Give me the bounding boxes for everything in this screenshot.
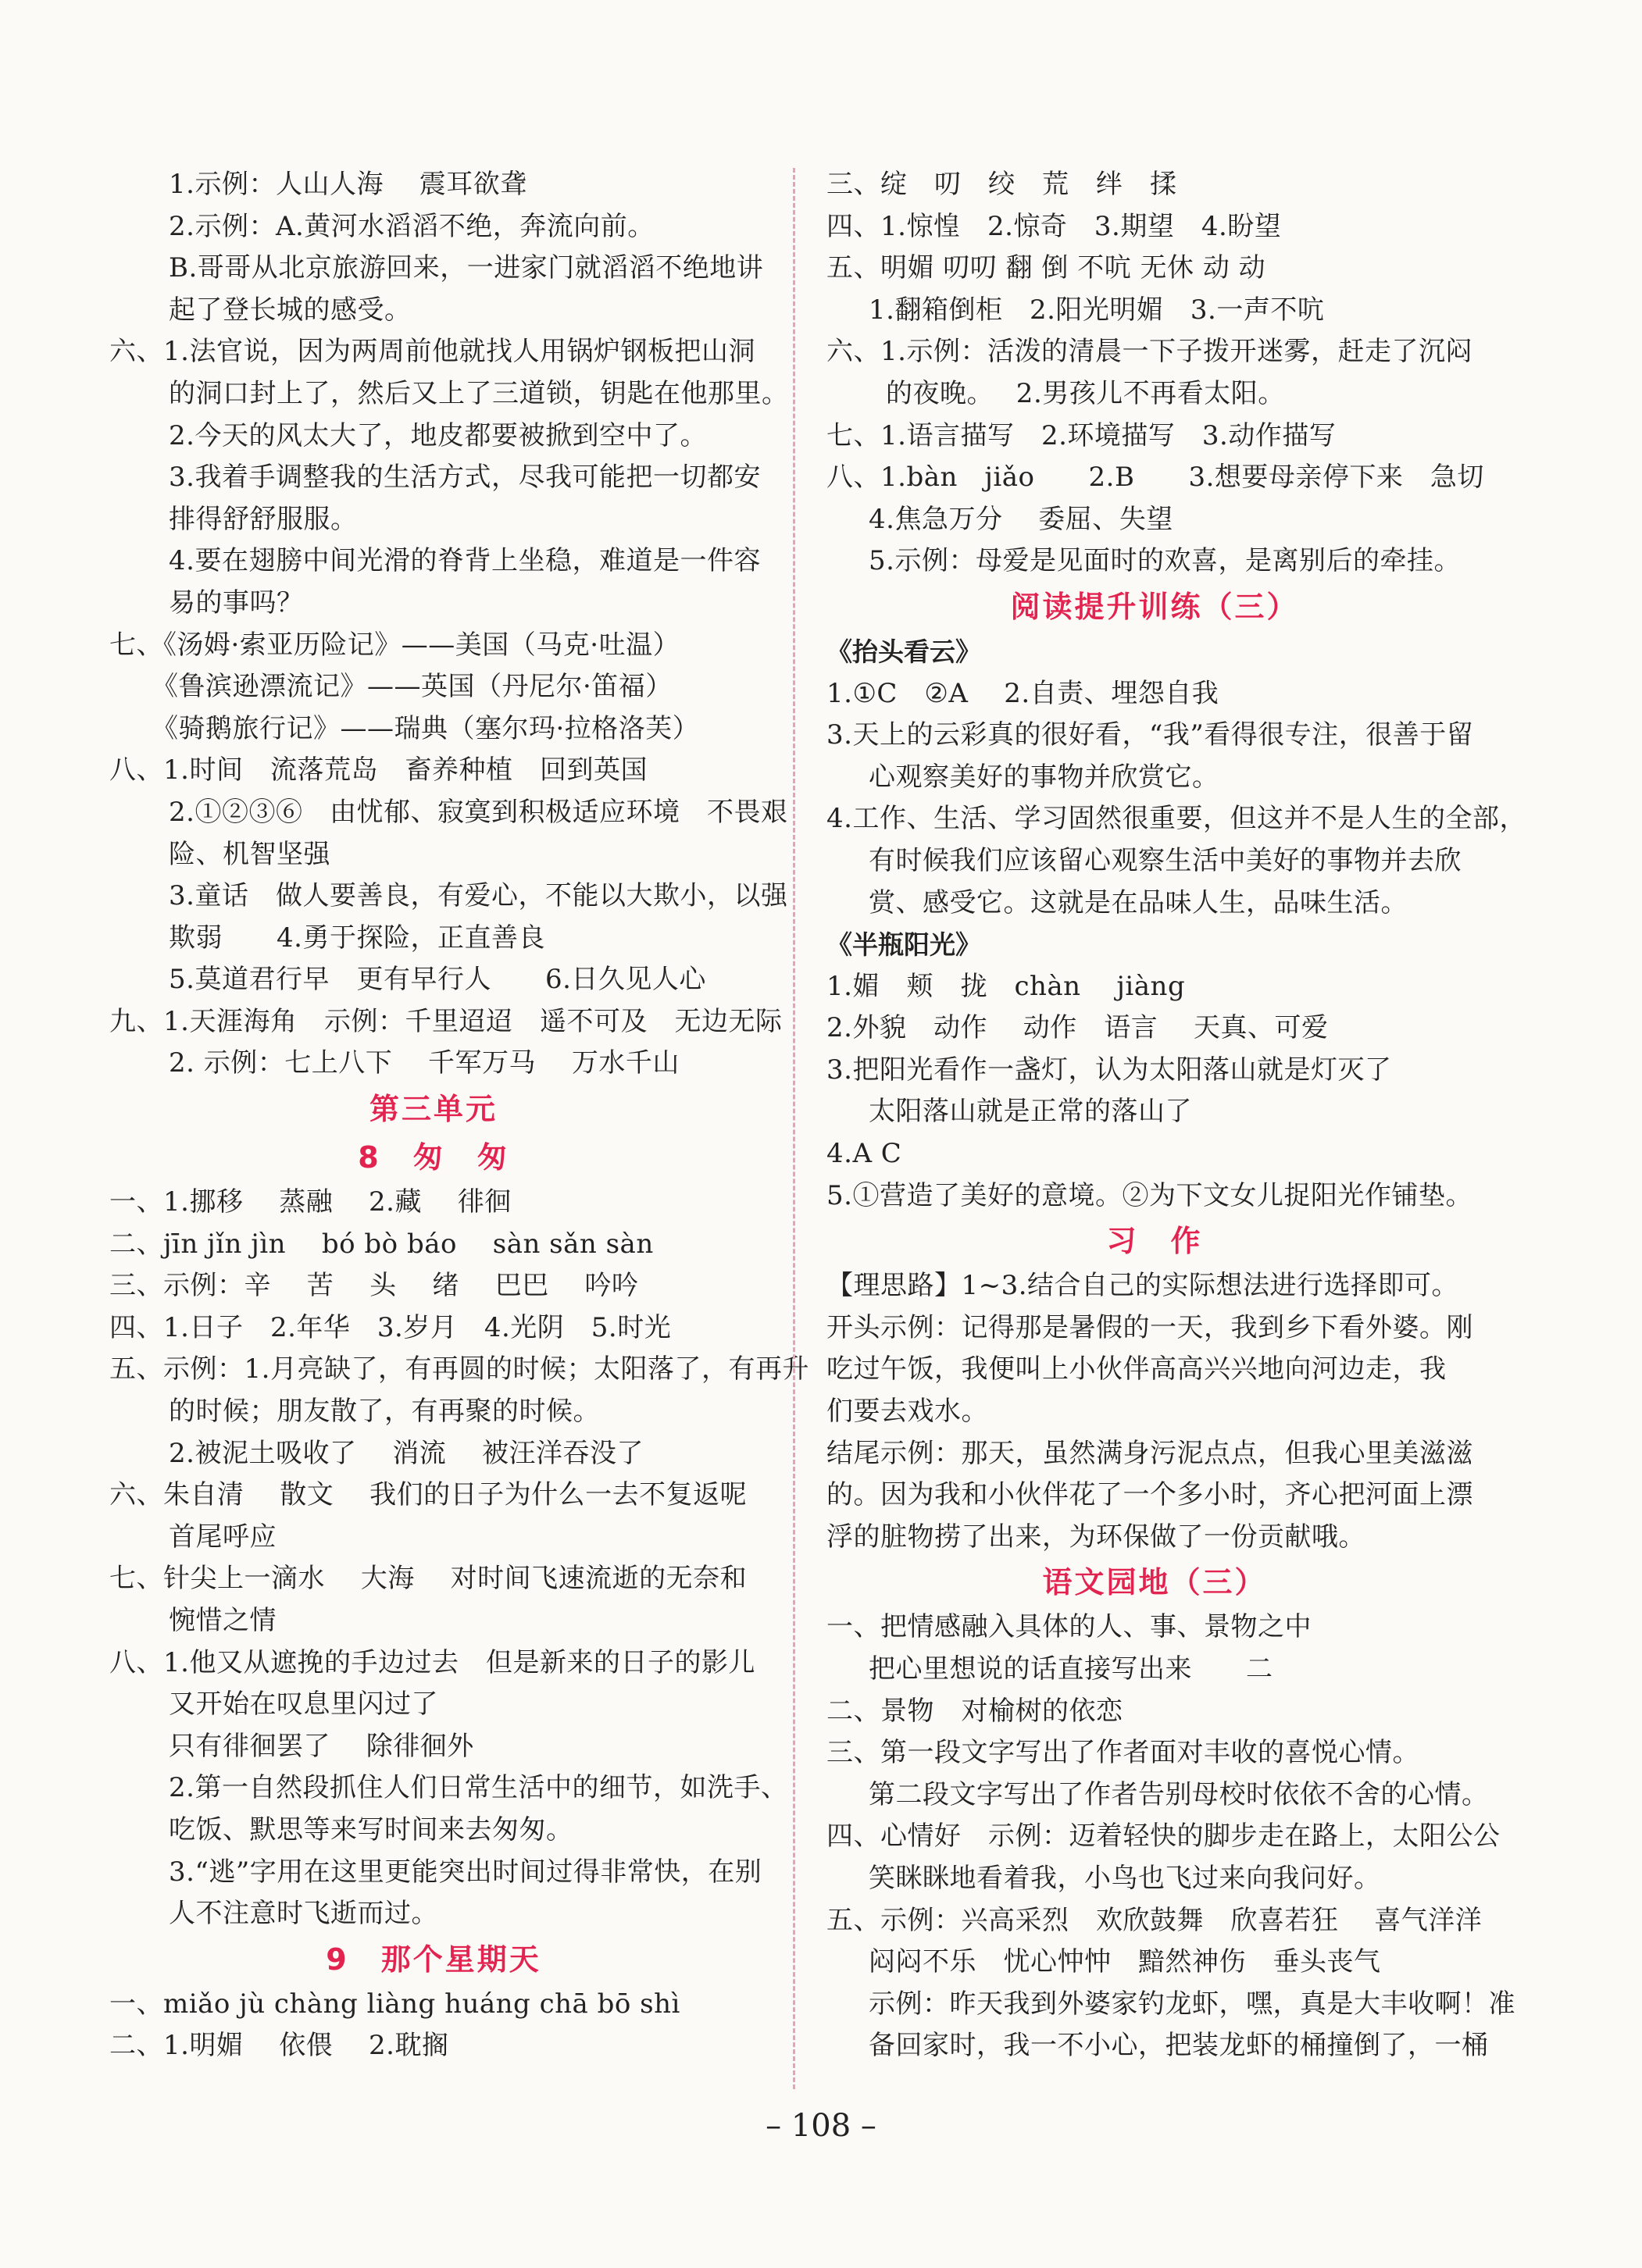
answer-line: 人不注意时飞逝而过。 xyxy=(169,1898,438,1930)
answer-line: 只有徘徊罢了 除徘徊外 xyxy=(169,1730,474,1762)
column-divider xyxy=(793,168,795,2089)
answer-line: 第二段文字写出了作者告别母校时依依不舍的心情。 xyxy=(869,1778,1489,1810)
answer-line: 2.①②③⑥ 由忧郁、寂寞到积极适应环境 不畏艰 xyxy=(169,796,788,828)
answer-line: 1.翻箱倒柜 2.阳光明媚 3.一声不吭 xyxy=(869,294,1325,326)
answer-line: 示例：昨天我到外婆家钓龙虾，嘿，真是大丰收啊！准 xyxy=(869,1988,1515,2020)
answer-line: 结尾示例：那天，虽然满身污泥点点，但我心里美滋滋 xyxy=(826,1437,1473,1469)
answer-line: 三、绽 叨 绞 荒 绊 揉 xyxy=(826,169,1177,200)
answer-line: 【理思路】1~3.结合自己的实际想法进行选择即可。 xyxy=(826,1270,1459,1302)
answer-line: 4.要在翅膀中间光滑的脊背上坐稳，难道是一件容 xyxy=(169,545,761,577)
section-heading: 语文园地（三） xyxy=(1042,1565,1267,1600)
answer-line: 五、示例：1.月亮缺了，有再圆的时候；太阳落了，有再升 xyxy=(109,1353,809,1385)
answer-line: 一、miǎo jù chàng liàng huáng chā bō shì xyxy=(109,1988,680,2020)
answer-line: 2.外貌 动作 动作 语言 天真、可爱 xyxy=(826,1012,1329,1044)
answer-line: 又开始在叹息里闪过了 xyxy=(169,1689,438,1721)
answer-line: 四、心情好 示例：迈着轻快的脚步走在路上，太阳公公 xyxy=(826,1820,1501,1853)
answer-line: 3.“逃”字用在这里更能突出时间过得非常快，在别 xyxy=(169,1856,762,1888)
answer-line: 5.①营造了美好的意境。②为下文女儿捉阳光作铺垫。 xyxy=(826,1179,1472,1211)
answer-line: 浮的脏物捞了出来，为环保做了一份贡献哦。 xyxy=(826,1521,1365,1553)
answer-line: 四、1.日子 2.年华 3.岁月 4.光阴 5.时光 xyxy=(109,1311,672,1343)
answer-line: 2.今天的风太大了，地皮都要被掀到空中了。 xyxy=(169,419,707,451)
answer-line: 3.把阳光看作一盏灯，认为太阳落山就是灯灭了 xyxy=(826,1054,1392,1086)
answer-line: 3.童话 做人要善良，有爱心，不能以大欺小，以强 xyxy=(169,880,788,912)
answer-line: 六、1.示例：活泼的清晨一下子拨开迷雾，赶走了沉闷 xyxy=(826,336,1472,368)
answer-line: 七、《汤姆·索亚历险记》——美国（马克·吐温） xyxy=(109,629,680,661)
answer-line: 六、1.法官说，因为两周前他就找人用锅炉钢板把山洞 xyxy=(109,336,755,368)
answer-line: 二、jīn jǐn jìn bó bò báo sàn sǎn sàn xyxy=(109,1228,654,1260)
section-heading: 9 那个星期天 xyxy=(326,1942,541,1977)
answer-line: 八、1.bàn jiǎo 2.B 3.想要母亲停下来 急切 xyxy=(826,462,1484,494)
section-heading: 习 作 xyxy=(1106,1224,1203,1259)
answer-line: 5.示例：母爱是见面时的欢喜，是离别后的牵挂。 xyxy=(869,545,1461,577)
answer-line: 的时候；朋友散了，有再聚的时候。 xyxy=(169,1396,600,1428)
answer-line: 五、明媚 叨叨 翻 倒 不吭 无休 动 动 xyxy=(826,252,1266,284)
answer-line: 赏、感受它。这就是在品味人生，品味生活。 xyxy=(869,886,1408,918)
answer-line: 一、1.挪移 蒸融 2.藏 徘徊 xyxy=(109,1186,512,1218)
answer-line: 开头示例：记得那是暑假的一天，我到乡下看外婆。刚 xyxy=(826,1311,1473,1343)
answer-line: 笑眯眯地看着我，小鸟也飞过来向我问好。 xyxy=(869,1862,1381,1894)
answer-line: 心观察美好的事物并欣赏它。 xyxy=(869,761,1219,793)
answer-line: 1.①C ②A 2.自责、埋怨自我 xyxy=(826,677,1219,709)
answer-line: 三、第一段文字写出了作者面对丰收的喜悦心情。 xyxy=(826,1737,1419,1769)
answer-line: 欺弱 4.勇于探险，正直善良 xyxy=(169,922,545,954)
answer-line: 有时候我们应该留心观察生活中美好的事物并去欣 xyxy=(869,844,1462,876)
left-column xyxy=(109,164,809,2067)
answer-line: 4.工作、生活、学习固然很重要，但这并不是人生的全部， xyxy=(826,803,1526,835)
page-number: – 108 – xyxy=(766,2108,876,2144)
right-column xyxy=(826,164,1526,2067)
answer-line: 《鲁滨逊漂流记》——英国（丹尼尔·笛福） xyxy=(152,671,673,703)
answer-line: 吃过午饭，我便叫上小伙伴高高兴兴地向河边走，我 xyxy=(826,1353,1447,1385)
answer-line: 1.媚 颊 拢 chàn jiàng xyxy=(826,970,1186,1002)
section-heading: 8 匆 匆 xyxy=(358,1140,509,1175)
answer-line: 的夜晚。 2.男孩儿不再看太阳。 xyxy=(886,377,1285,409)
answer-line: 五、示例：兴高采烈 欢欣鼓舞 欣喜若狂 喜气洋洋 xyxy=(826,1904,1483,1936)
answer-line: 一、把情感融入具体的人、事、景物之中 xyxy=(826,1611,1312,1643)
answer-line: 易的事吗？ xyxy=(169,587,304,619)
answer-line: 首尾呼应 xyxy=(169,1521,277,1553)
answer-line: 的。因为我和小伙伴花了一个多小时，齐心把河面上漂 xyxy=(826,1479,1473,1511)
answer-line: 5.莫道君行早 更有早行人 6.日久见人心 xyxy=(169,964,706,996)
answer-line: 三、示例：辛 苦 头 绪 巴巴 吟吟 xyxy=(109,1270,639,1302)
answer-line: 2. 示例：七上八下 千军万马 万水千山 xyxy=(169,1047,680,1079)
answer-line: 3.我着手调整我的生活方式，尽我可能把一切都安 xyxy=(169,462,761,494)
answer-line: 二、景物 对榆树的依恋 xyxy=(826,1695,1123,1727)
answer-line: 排得舒舒服服。 xyxy=(169,503,358,535)
answer-line: 2.第一自然段抓住人们日常生活中的细节，如洗手、 xyxy=(169,1772,788,1804)
answer-line: 《骑鹅旅行记》——瑞典（塞尔玛·拉格洛芙） xyxy=(152,712,700,744)
answer-line: 1.示例：人山人海 震耳欲聋 xyxy=(169,169,527,200)
answer-line: 惋惜之情 xyxy=(169,1605,277,1636)
answer-line: 闷闷不乐 忧心忡忡 黯然神伤 垂头丧气 xyxy=(869,1946,1381,1978)
answer-line: 2.被泥土吸收了 消流 被汪洋吞没了 xyxy=(169,1437,644,1469)
answer-line: 备回家时，我一不小心，把装龙虾的桶撞倒了，一桶 xyxy=(869,2030,1489,2062)
answer-line: 四、1.惊惶 2.惊奇 3.期望 4.盼望 xyxy=(826,210,1282,242)
answer-line: 的洞口封上了，然后又上了三道锁，钥匙在他那里。 xyxy=(169,377,789,409)
answer-line: 六、朱自清 散文 我们的日子为什么一去不复返呢 xyxy=(109,1479,748,1511)
answer-line: 九、1.天涯海角 示例：千里迢迢 遥不可及 无边无际 xyxy=(109,1005,783,1037)
answer-line: 4.焦急万分 委屈、失望 xyxy=(869,503,1173,535)
answer-line: 七、针尖上一滴水 大海 对时间飞速流逝的无奈和 xyxy=(109,1563,748,1595)
answer-line: 们要去戏水。 xyxy=(826,1396,988,1428)
answer-line: 八、1.时间 流落荒岛 畜养种植 回到英国 xyxy=(109,754,648,786)
answer-line: 八、1.他又从遮挽的手边过去 但是新来的日子的影儿 xyxy=(109,1646,755,1678)
answer-line: 4.A C xyxy=(826,1138,902,1170)
answer-line: 七、1.语言描写 2.环境描写 3.动作描写 xyxy=(826,419,1337,451)
answer-line: 太阳落山就是正常的落山了 xyxy=(869,1096,1192,1128)
answer-line: 3.天上的云彩真的很好看，“我”看得很专注，很善于留 xyxy=(826,719,1474,751)
section-heading: 阅读提升训练（三） xyxy=(1010,589,1299,624)
passage-title: 《抬头看云》 xyxy=(826,636,981,667)
answer-line: B.哥哥从北京旅游回来，一进家门就滔滔不绝地讲 xyxy=(169,252,764,284)
answer-line: 起了登长城的感受。 xyxy=(169,294,412,326)
passage-title: 《半瓶阳光》 xyxy=(826,929,981,961)
answer-line: 二、1.明媚 依偎 2.耽搁 xyxy=(109,2030,449,2062)
section-heading: 第三单元 xyxy=(369,1092,498,1127)
answer-line: 险、机智坚强 xyxy=(169,838,330,870)
answer-line: 把心里想说的话直接写出来 二 xyxy=(869,1653,1273,1685)
answer-line: 吃饭、默思等来写时间来去匆匆。 xyxy=(169,1813,573,1845)
answer-line: 2.示例：A.黄河水滔滔不绝，奔流向前。 xyxy=(169,210,655,242)
